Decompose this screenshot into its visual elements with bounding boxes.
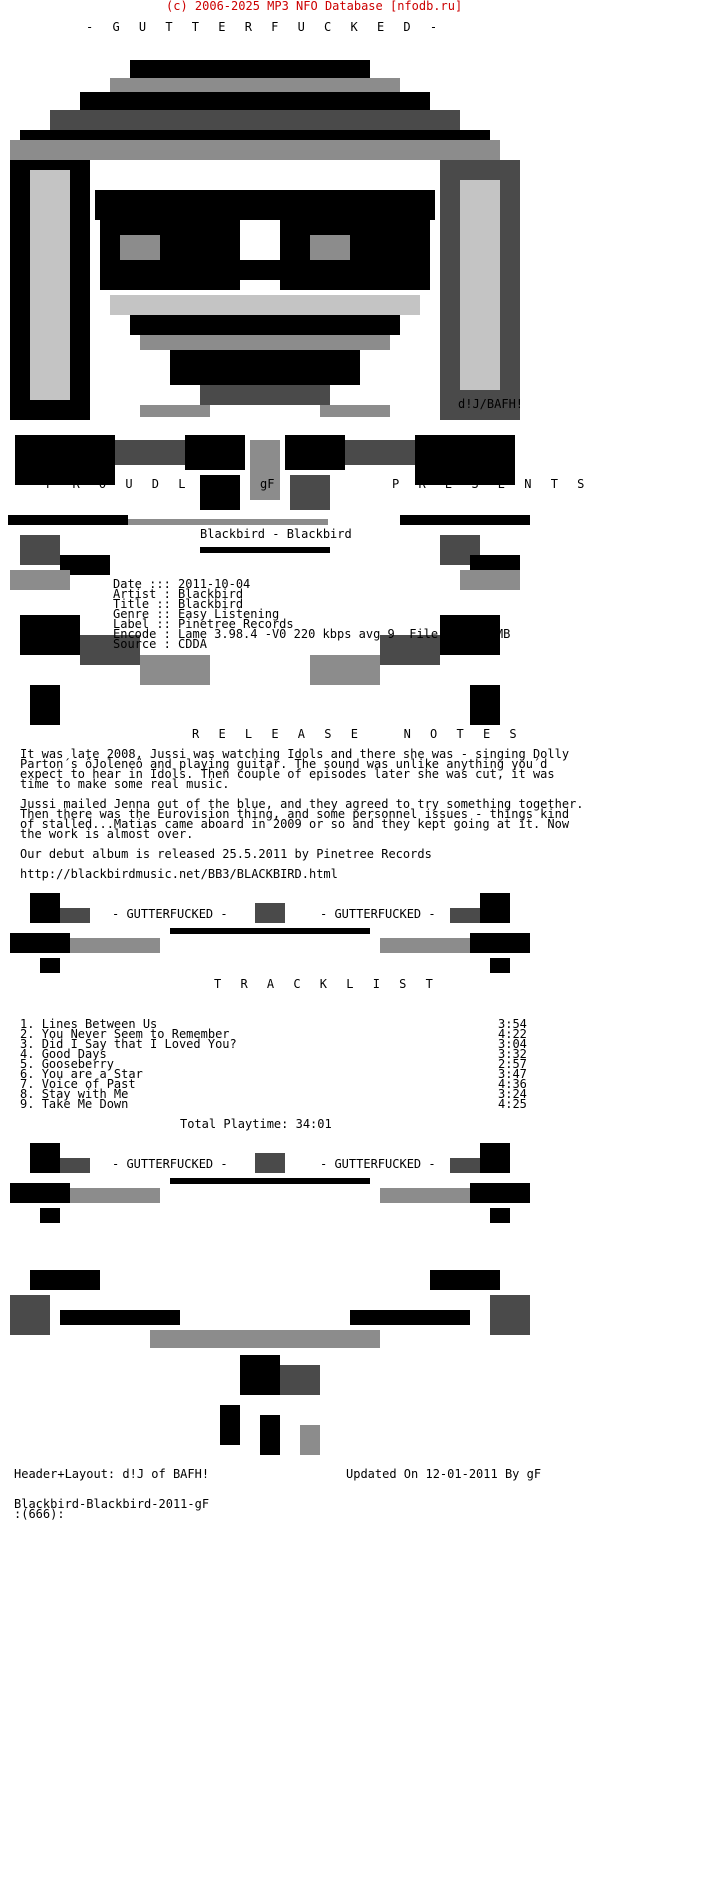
info-value: Blackbird — [178, 597, 244, 611]
track-time: 3:24 — [498, 1087, 527, 1101]
info-key: Date ::: — [113, 577, 171, 591]
track-time: 4:25 — [498, 1097, 527, 1111]
info-value: Blackbird — [178, 587, 244, 601]
notes-line: Parton´s ôJoleneö and playing guitar. The sound was unlike anything you´d — [20, 757, 548, 771]
tracklist-heading: T R A C K L I S T — [214, 977, 439, 991]
info-key: Source : — [113, 637, 171, 651]
release-notes-heading: R E L E A S E N O T E S — [192, 727, 523, 741]
total-playtime: Total Playtime: 34:01 — [180, 1117, 332, 1131]
info-value: CDDA — [178, 637, 207, 651]
proudly-label: P R O U D L Y — [46, 477, 218, 491]
track-time: 3:32 — [498, 1047, 527, 1061]
info-key: Encode : — [113, 627, 171, 641]
art-signature: d!J/BAFH! — [458, 397, 524, 411]
track-title: 2. You Never Seem to Remember — [20, 1027, 230, 1041]
info-key: Label :: — [113, 617, 171, 631]
notes-line: time to make some real music. — [20, 777, 230, 791]
track-time: 4:36 — [498, 1077, 527, 1091]
track-time: 2:57 — [498, 1057, 527, 1071]
banner-label-left: - GUTTERFUCKED - — [112, 907, 228, 921]
track-title: 3. Did I Say that I Loved You? — [20, 1037, 237, 1051]
track-time: 3:54 — [498, 1017, 527, 1031]
info-value: Easy Listening — [178, 607, 280, 621]
track-time: 4:22 — [498, 1027, 527, 1041]
banner-label-right: - GUTTERFUCKED - — [320, 907, 436, 921]
gf-label: gF — [260, 477, 275, 491]
track-title: 7. Voice of Past — [20, 1077, 136, 1091]
track-title: 6. You are a Star — [20, 1067, 143, 1081]
track-title: 5. Gooseberry — [20, 1057, 114, 1071]
info-value: 2011-10-04 — [178, 577, 251, 591]
copyright-notice: (c) 2006-2025 MP3 NFO Database [nfodb.ru] — [166, 0, 463, 13]
layout-credit: Header+Layout: d!J of BAFH! — [14, 1467, 210, 1481]
notes-line: Then there was the Eurovision thing, and some personnel issues - things kind — [20, 807, 570, 821]
info-key: Title :: — [113, 597, 171, 611]
group-tag: :(666): — [14, 1507, 65, 1521]
release-name: Blackbird-Blackbird-2011-gF — [14, 1497, 210, 1511]
notes-line: Jussi mailed Jenna out of the blue, and they agreed to try something together. — [20, 797, 584, 811]
notes-line: of stalled...Matias came aboard in 2009 or so and they kept going at it. Now — [20, 817, 570, 831]
notes-line: expect to hear in Idols. Then couple of episodes later she was cut, it was — [20, 767, 555, 781]
track-title: 4. Good Days — [20, 1047, 107, 1061]
sunglasses — [95, 190, 435, 290]
track-title: 8. Stay with Me — [20, 1087, 129, 1101]
banner-label-right-2: - GUTTERFUCKED - — [320, 1157, 436, 1171]
info-value: Pinetree Records — [178, 617, 294, 631]
info-key: Genre :: — [113, 607, 171, 621]
presents-label: P R E S E N T S — [392, 477, 591, 491]
info-key: Artist : — [113, 587, 171, 601]
release-title: Blackbird - Blackbird — [200, 527, 352, 541]
notes-line: It was late 2008, Jussi was watching Idols and there she was - singing Dolly — [20, 747, 570, 761]
track-time: 3:04 — [498, 1037, 527, 1051]
banner-label-left-2: - GUTTERFUCKED - — [112, 1157, 228, 1171]
release-info-ornament — [0, 515, 728, 735]
notes-line: Our debut album is released 25.5.2011 by Pinetree Records — [20, 847, 432, 861]
notes-line: the work is almost over. — [20, 827, 194, 841]
track-title: 9. Take Me Down — [20, 1097, 129, 1111]
notes-url: http://blackbirdmusic.net/BB3/BLACKBIRD.html — [20, 867, 338, 881]
bottom-ornament — [0, 1265, 728, 1465]
face-lower — [110, 295, 420, 417]
info-value: Lame 3.98.4 -V0 220 kbps avg 9 File(s) 56 MB — [178, 627, 511, 641]
tracklist — [20, 1018, 540, 1110]
track-time: 3:47 — [498, 1067, 527, 1081]
group-title: - G U T T E R F U C K E D - — [86, 20, 444, 34]
collar-ornament — [15, 435, 515, 510]
track-title: 1. Lines Between Us — [20, 1017, 158, 1031]
gutterfucked-banner-art-2 — [0, 1138, 728, 1228]
updated-credit: Updated On 12-01-2011 By gF — [346, 1467, 542, 1481]
face-ascii-art — [0, 30, 728, 510]
gutterfucked-banner-art — [0, 888, 728, 978]
